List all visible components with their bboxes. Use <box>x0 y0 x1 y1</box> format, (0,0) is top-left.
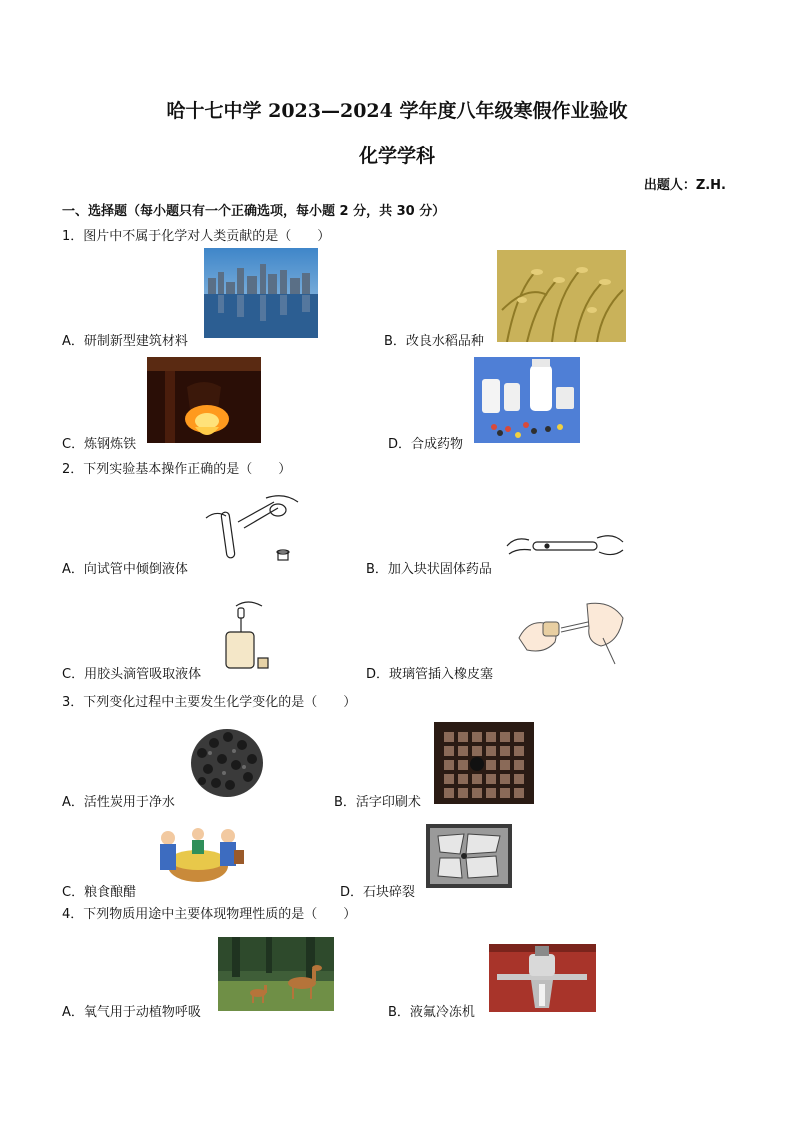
q1-option-b: B．改良水稻品种 <box>384 334 484 349</box>
q2-option-b: B．加入块状固体药品 <box>366 562 492 577</box>
q1-option-c: C．炼钢炼铁 <box>62 437 137 452</box>
q1-image-d-medicines <box>474 357 580 443</box>
q1-image-b-rice-field <box>497 250 626 342</box>
q2-option-d: D．玻璃管插入橡皮塞 <box>366 667 494 682</box>
q1-option-d: D．合成药物 <box>388 437 464 452</box>
q2-image-d-glass-tube-stopper <box>515 598 625 668</box>
section-heading: 一、选择题（每小题只有一个正确选项，每小题 2 分，共 30 分） <box>62 204 446 219</box>
q3-option-b: B．活字印刷术 <box>334 795 421 810</box>
q3-option-d: D．石块碎裂 <box>340 885 416 900</box>
question-4-stem: 4．下列物质用途中主要体现物理性质的是（ ） <box>62 907 357 922</box>
question-2-stem: 2．下列实验基本操作正确的是（ ） <box>62 462 292 477</box>
q3-option-a: A．活性炭用于净水 <box>62 795 175 810</box>
q1-image-c-steel-furnace <box>147 357 261 443</box>
q4-image-a-deer <box>218 937 334 1011</box>
q3-image-d-cracked-stone <box>426 824 512 888</box>
question-1-stem: 1．图片中不属于化学对人类贡献的是（ ） <box>62 229 331 244</box>
author-line: 出题人：Z.H. <box>643 178 726 193</box>
q3-image-b-movable-type <box>434 722 534 804</box>
q1-option-a: A．研制新型建筑材料 <box>62 334 188 349</box>
q2-image-c-dropper <box>218 598 274 672</box>
q2-image-a-pouring-liquid <box>204 488 300 566</box>
q2-image-b-adding-solid <box>505 528 625 568</box>
q2-option-a: A．向试管中倾倒液体 <box>62 562 188 577</box>
q4-option-b: B．液氟冷冻机 <box>388 1005 475 1020</box>
document-subtitle: 化学学科 <box>358 145 435 167</box>
q3-image-c-brewing-vinegar <box>152 824 246 888</box>
document-title: 哈十七中学 2023—2024 学年度八年级寒假作业验收 <box>166 100 628 122</box>
q4-option-a: A．氧气用于动植物呼吸 <box>62 1005 201 1020</box>
q2-option-c: C．用胶头滴管吸取液体 <box>62 667 202 682</box>
q4-image-b-liquid-nitrogen-freezer <box>489 944 596 1012</box>
q1-image-a-city-skyline <box>204 248 318 338</box>
q3-image-a-activated-carbon <box>188 723 266 801</box>
q3-option-c: C．粮食酿醋 <box>62 885 137 900</box>
question-3-stem: 3．下列变化过程中主要发生化学变化的是（ ） <box>62 695 357 710</box>
